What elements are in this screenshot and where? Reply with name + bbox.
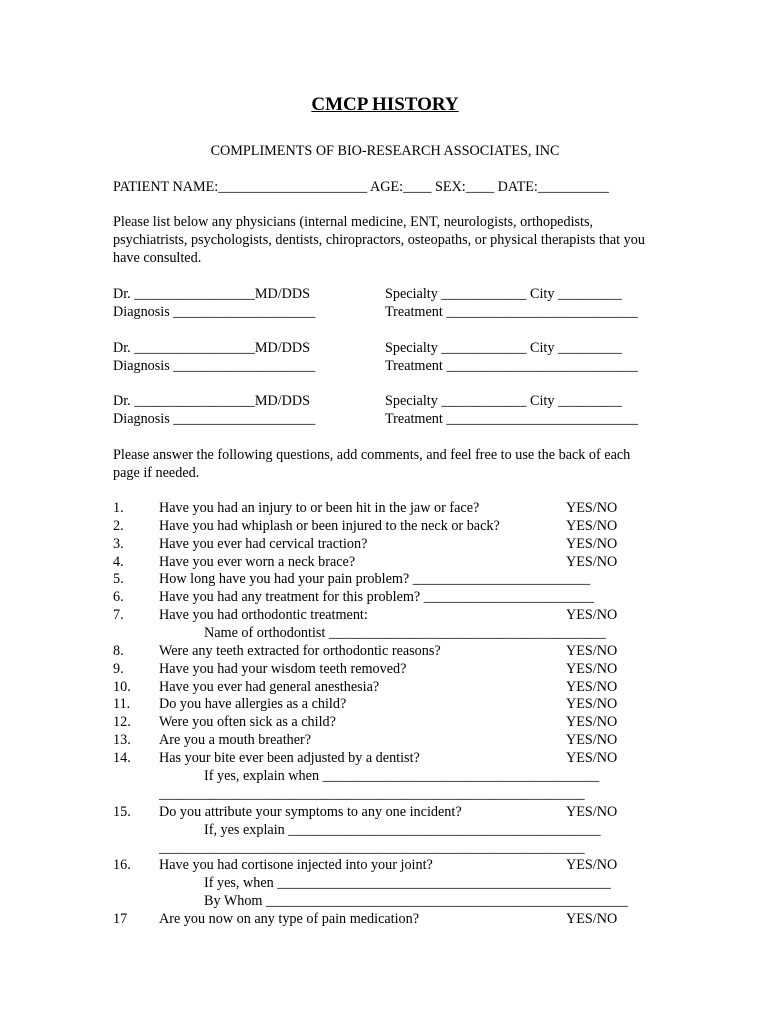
question-text: Do you attribute your symptoms to any one incident?	[159, 804, 462, 820]
physician-dr-field[interactable]: Dr. _________________MD/DDS	[113, 393, 311, 409]
yes-no-answer[interactable]: YES/NO	[566, 714, 618, 730]
yes-no-answer[interactable]: YES/NO	[566, 536, 618, 552]
physician-diagnosis-field[interactable]: Diagnosis ____________________	[113, 358, 316, 374]
question-number: 16.	[113, 857, 131, 873]
question-text: Have you ever had cervical traction?	[159, 536, 368, 552]
yes-no-answer[interactable]: YES/NO	[566, 911, 618, 927]
yes-no-answer[interactable]: YES/NO	[566, 554, 618, 570]
question-text: Were any teeth extracted for orthodontic reasons?	[159, 643, 441, 659]
subtitle: COMPLIMENTS OF BIO-RESEARCH ASSOCIATES, INC	[210, 143, 560, 159]
yes-no-answer[interactable]: YES/NO	[566, 607, 618, 623]
question-text: Have you had orthodontic treatment:	[159, 607, 368, 623]
yes-no-answer[interactable]: YES/NO	[566, 750, 618, 766]
yes-no-answer[interactable]: YES/NO	[566, 661, 618, 677]
yes-no-answer[interactable]: YES/NO	[566, 857, 618, 873]
questions-intro: Please answer the following questions, add comments, and feel free to use the back of each page if needed.	[113, 447, 631, 481]
patient-info-line[interactable]: PATIENT NAME:_____________________ AGE:____ SEX:____ DATE:__________	[113, 179, 609, 195]
physician-dr-field[interactable]: Dr. _________________MD/DDS	[113, 340, 311, 356]
orthodontist-name-field[interactable]: Name of orthodontist _______________________________________	[204, 625, 606, 641]
question-text: Are you now on any type of pain medication?	[159, 911, 420, 927]
question-text-with-blank[interactable]: How long have you had your pain problem? _________________________	[159, 571, 591, 587]
explain-field[interactable]: If, yes explain ____________________________________________	[204, 822, 601, 838]
explain-when-field[interactable]: If yes, explain when _______________________________________	[204, 768, 600, 784]
yes-no-answer[interactable]: YES/NO	[566, 643, 618, 659]
physician-specialty-field[interactable]: Specialty ____________ City _________	[385, 340, 622, 356]
physician-dr-field[interactable]: Dr. _________________MD/DDS	[113, 286, 311, 302]
physicians-intro: Please list below any physicians (internal medicine, ENT, neurologists, orthopedists, psychiatrists, psychologists, dentists, chiropractors, osteopaths, or physical therapists that you have consulted.	[113, 214, 645, 266]
yes-no-answer[interactable]: YES/NO	[566, 804, 618, 820]
question-text: Are you a mouth breather?	[159, 732, 312, 748]
page-title: CMCP HISTORY	[311, 94, 459, 115]
question-number: 7.	[113, 607, 124, 623]
yes-no-answer[interactable]: YES/NO	[566, 500, 618, 516]
question-text: Have you had cortisone injected into your joint?	[159, 857, 433, 873]
question-text: Have you had an injury to or been hit in the jaw or face?	[159, 500, 480, 516]
physician-treatment-field[interactable]: Treatment ___________________________	[385, 358, 638, 374]
yes-no-answer[interactable]: YES/NO	[566, 679, 618, 695]
question-text: Do you have allergies as a child?	[159, 696, 347, 712]
question-text: Have you had your wisdom teeth removed?	[159, 661, 407, 677]
question-number: 1.	[113, 500, 124, 516]
question-number: 14.	[113, 750, 131, 766]
physician-treatment-field[interactable]: Treatment ___________________________	[385, 411, 638, 427]
question-text: Have you ever had general anesthesia?	[159, 679, 380, 695]
physician-specialty-field[interactable]: Specialty ____________ City _________	[385, 393, 622, 409]
question-number: 5.	[113, 571, 124, 587]
question-number: 8.	[113, 643, 124, 659]
question-number: 12.	[113, 714, 131, 730]
physician-diagnosis-field[interactable]: Diagnosis ____________________	[113, 304, 316, 320]
yes-no-answer[interactable]: YES/NO	[566, 696, 618, 712]
physician-specialty-field[interactable]: Specialty ____________ City _________	[385, 286, 622, 302]
question-number: 6.	[113, 589, 124, 605]
question-text: Were you often sick as a child?	[159, 714, 336, 730]
question-number: 4.	[113, 554, 124, 570]
question-number: 11.	[113, 696, 131, 712]
if-yes-when-field[interactable]: If yes, when _______________________________________________	[204, 875, 611, 891]
question-text: Have you had whiplash or been injured to the neck or back?	[159, 518, 500, 534]
yes-no-answer[interactable]: YES/NO	[566, 518, 618, 534]
question-number: 3.	[113, 536, 124, 552]
physician-treatment-field[interactable]: Treatment ___________________________	[385, 304, 638, 320]
physician-diagnosis-field[interactable]: Diagnosis ____________________	[113, 411, 316, 427]
question-number: 9.	[113, 661, 124, 677]
question-number: 2.	[113, 518, 124, 534]
question-number: 17	[113, 911, 128, 927]
blank-answer-line[interactable]: ____________________________________________________________	[159, 786, 585, 802]
question-text: Has your bite ever been adjusted by a dentist?	[159, 750, 420, 766]
question-number: 10.	[113, 679, 131, 695]
question-text-with-blank[interactable]: Have you had any treatment for this problem? ________________________	[159, 589, 594, 605]
question-number: 13.	[113, 732, 131, 748]
by-whom-field[interactable]: By Whom ___________________________________________________	[204, 893, 628, 909]
blank-answer-line[interactable]: ____________________________________________________________	[159, 840, 585, 856]
question-number: 15.	[113, 804, 131, 820]
yes-no-answer[interactable]: YES/NO	[566, 732, 618, 748]
question-text: Have you ever worn a neck brace?	[159, 554, 356, 570]
